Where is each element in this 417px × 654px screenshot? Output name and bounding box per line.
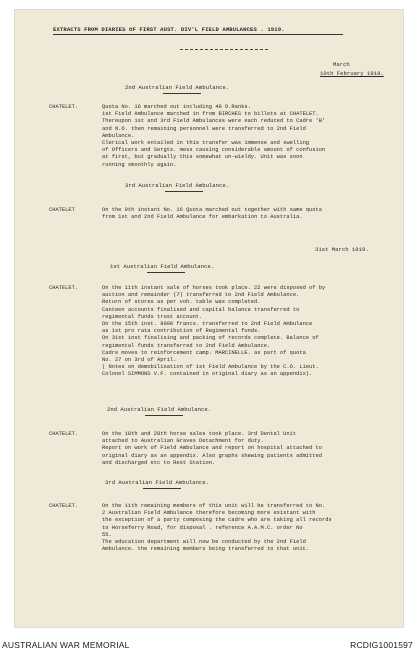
entry-line: auction and remainder (7) transferred to 2nd Field Ambulance. [102, 292, 300, 299]
entry-line: No. 27 on 3rd of April. [102, 357, 177, 364]
date-month: March [333, 61, 350, 68]
date-heading-2: 31st March 1919. [315, 246, 369, 253]
document-page [15, 10, 403, 627]
entry-line: and N.O. then remaining personnel were transferred to 2nd Field [102, 125, 306, 132]
archive-reference: RCDIG1001597 [350, 640, 413, 650]
unit-heading-4: 2nd Australian Field Ambulance. [107, 406, 212, 413]
unit-underline-4 [145, 415, 183, 416]
heading-separator [180, 49, 268, 50]
location-label-3: CHATELET. [49, 285, 79, 291]
entry-line: On the 18th and 28th horse sales took place. 3rd Dental Unit [102, 431, 297, 437]
date-heading-1: 10th February 1919. [320, 70, 384, 77]
entry-line: Canteen accounts finalised and capital balance transferred to [102, 306, 300, 313]
entry-line: at first, but gradually this somewhat un-wieldy. Unit was soon [102, 154, 303, 161]
entry-text-1 [102, 104, 398, 169]
location-label-5: CHATELET. [49, 503, 79, 509]
entry-line: On 31st inst finalising and packing of records complete. Balance of [102, 335, 319, 342]
entry-line: 2 Australian Field Ambulance therefore becoming more existant with [102, 510, 316, 517]
entry-line: from 1st and 2nd Field Ambulance for embarkation to Australia. [102, 214, 303, 221]
entry-line: On the 9th instant No. 16 Quota marched out together with same quota [102, 207, 322, 213]
entry-line: Ambulance. the remaining members being transferred to that unit. [102, 546, 310, 553]
entry-line: Colonel SIMMONS V.F. contained in original diary as an appendix). [102, 371, 313, 378]
entry-line: Thereupon 1st and 3rd Field Ambulances were each reduced to Cadre 'B' [102, 118, 326, 125]
entry-line: ( Notes on demobilisation of 1st Field Ambulance by the C.O. Lieut. [102, 364, 319, 371]
entry-line: 1st Field Ambulance marched in from BIRCHES to billets at CHATELET. [102, 111, 319, 118]
entry-line: Quota No. 16 marched out including 40 O.Ranks. [102, 104, 251, 110]
location-label-2: CHATELET [49, 207, 75, 213]
entry-line: attached to Australian Graves Detachment for duty. [102, 438, 264, 445]
entry-line: and discharged etc to Rest Station. [102, 459, 216, 466]
location-label-1: CHATELET. [49, 104, 79, 110]
entry-line: regimental funds transferred to 2nd Field Ambulance. [102, 342, 271, 349]
entry-line: Cadre moves to reinforcement camp. MARCINELLE. as part of quota [102, 349, 306, 356]
document-heading: EXTRACTS FROM DIARIES OF FIRST AUST. DIV'L FIELD AMBULANCES . 1919. [53, 26, 285, 33]
heading-underline [53, 34, 343, 35]
unit-heading-3: 1st Australian Field Ambulance. [110, 263, 215, 270]
unit-heading-1: 2nd Australian Field Ambulance. [125, 84, 230, 91]
entry-line: regimental funds trust account. [102, 313, 203, 320]
entry-line: the exception of a party composing the cadre who are taking all records [102, 517, 332, 524]
archive-credit: AUSTRALIAN WAR MEMORIAL [2, 640, 130, 650]
unit-underline-3 [147, 272, 185, 273]
entry-line: The education department will now be conducted by the 2nd Field [102, 539, 306, 546]
entry-line: Ambulance. [102, 132, 135, 139]
entry-line: Return of stores as per voh. table was completed. [102, 299, 261, 306]
entry-line: On the 11th instant sale of horses took place. 22 were disposed of by [102, 285, 326, 291]
unit-heading-5: 3rd Australian Field Ambulance. [105, 479, 210, 486]
entry-text-4 [102, 431, 398, 467]
entry-line: original diary as an appendix. Also graphs shewing patients admitted [102, 452, 322, 459]
unit-underline-5 [143, 488, 181, 489]
entry-line: running smoothly again. [102, 161, 177, 168]
entry-line: Report on work of Field Ambulance and report on hospital attached to [102, 445, 322, 452]
unit-underline-1 [163, 93, 201, 94]
entry-line: On the 15th inst. 8000 francs. transferred to 2nd Field Ambulance [102, 321, 313, 328]
entry-text-5 [102, 503, 398, 553]
entry-text-2 [102, 207, 398, 221]
unit-underline-2 [165, 191, 203, 192]
entry-text-3 [102, 285, 398, 379]
entry-line: of Officers and Sergts. mess causing considerable amount of confusion [102, 147, 326, 154]
entry-line: to Horseferry Road, for disposal . reference A.A.M.C. order No [102, 524, 303, 531]
entry-line: Clerical work entailed in this transfer was immense and swelling [102, 140, 310, 147]
entry-line: as 1st pro rata contribution of Regimental funds. [102, 328, 261, 335]
entry-line: 55. [102, 531, 112, 538]
location-label-4: CHATELET. [49, 431, 79, 437]
entry-line: On the 11th remaining members of this unit will be transferred to No. [102, 503, 326, 509]
unit-heading-2: 3rd Australian Field Ambulance. [125, 182, 230, 189]
